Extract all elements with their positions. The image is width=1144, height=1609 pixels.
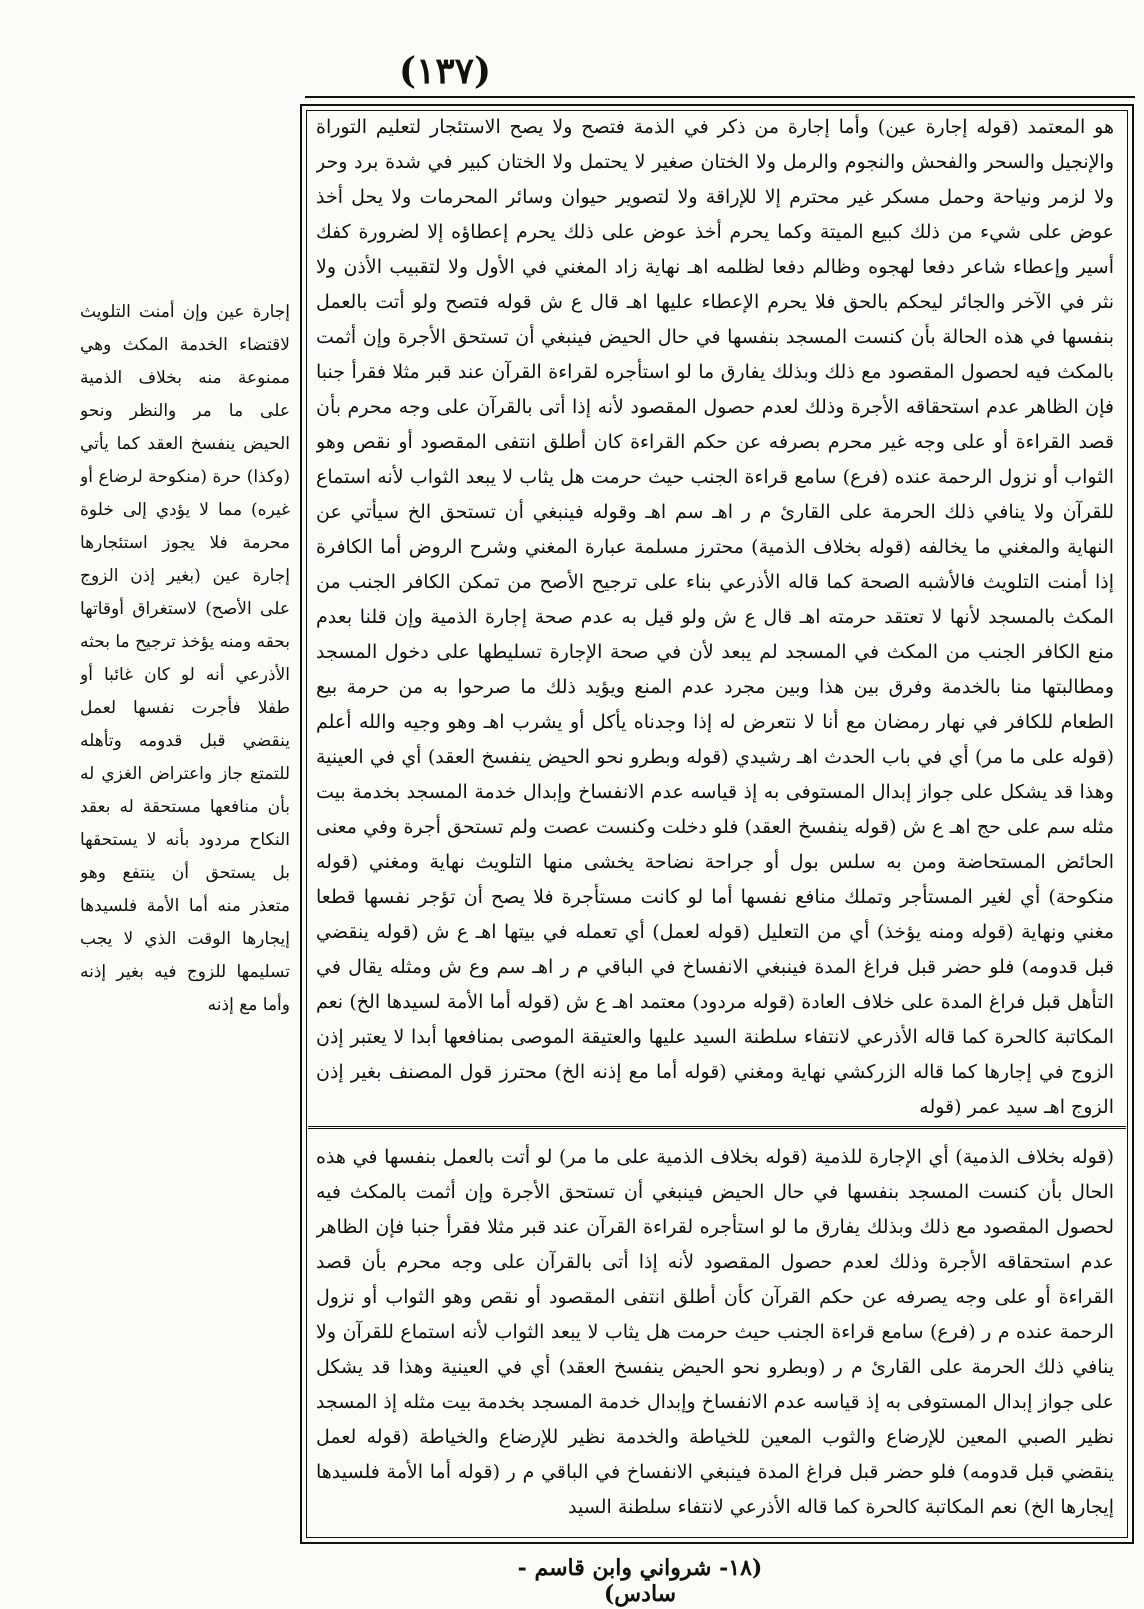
lower-commentary: (قوله بخلاف الذمية) أي الإجارة للذمية (قوله بخلاف الذمية على ما مر) لو أتت بالعمل بنفسها في هذه الحال بأن كنست المسجد بنفسها في حال الحيض فينبغي أن تستحق الأجرة وإن أثمت بالمكث فيه لحصول المقصود مع ذلك وبذلك يفارق ما لو استأجره لقراءة القرآن عند قبر مثلا فقرأ جنبا فإن الظاهر عدم استحقاقه الأجرة وذلك لعدم حصول المقصود لأنه إذا أتى بالقرآن على وجه محرم بأن قصد القراءة أو على وجه يصرفه عن حكم القرآن كأن أطلق انتفى المقصود أو نقص وهو الثواب أو نزول الرحمة عنده م ر (فرع) سامع قراءة الجنب حيث حرمت هل يثاب لا يبعد الثواب لأنه استماع للقرآن ولا ينافي ذلك الحرمة على القارئ م ر (وبطرو نحو الحيض ينفسخ العقد) أي في العينية وهذا قد يشكل على جواز إبدال المستوفى به إذ قياسه عدم الانفساخ وإبدال خدمة المسجد بخدمة بيت مثله إذ المسجد نظير الصبي المعين للإرضاع والثوب المعين للخياطة والخدمة نظير للإرضاع والخياطة (قوله لعمل ينقضي قبل قدومه) فلو حضر قبل فراغ المدة فينبغي الانفساخ في الباقي م ر (قوله أما الأمة فلسيدها إيجارها الخ) نعم المكاتبة كالحرة كما قاله الأذرعي لانتفاء سلطنة السيد — [316, 1146, 1114, 1518]
top-rule — [305, 96, 1135, 98]
main-commentary-paragraph-2: (قوله على ما مر) أي في باب الحدث اهـ رشيدي (قوله وبطرو نحو الحيض ينفسخ العقد) أي في العينية وهذا قد يشكل على جواز إبدال المستوفى به إذ قياسه عدم الانفساخ وإبدال خدمة المسجد بخدمة بيت مثله سم على حج اهـ ع ش (قوله ينفسخ العقد) فلو دخلت وكنست عصت ولم تستحق أجرة وفي معنى الحائض المستحاضة ومن به سلس بول أو جراحة نضاحة يخشى منها التلويث نهاية ومغني (قوله منكوحة) أي لغير المستأجر وتملك منافع نفسها أما لو كانت مستأجرة فلا يصح أن تؤجر نفسها قطعا مغني ونهاية (قوله ومنه يؤخذ) أي من التعليل (قوله لعمل) أي تعمله في بيتها اهـ ع ش (قوله ينقضي قبل قدومه) فلو حضر قبل فراغ المدة فينبغي الانفساخ في الباقي م ر اهـ سم وع ش ومثله يقال في التأهل قبل فراغ المدة على خلاف العادة (قوله مردود) معتمد اهـ ع ش (قوله أما الأمة لسيدها الخ) نعم المكاتبة كالحرة كما قاله الأذرعي لانتفاء سلطنة السيد عليها والعتيقة الموصى بمنافعها أبدا لا يعتبر إذن الزوج في إجارها كما قاله الزركشي نهاية ومغني (قوله أما مع إذنه الخ) محترز قول المصنف بغير إذن الزوج اهـ سيد عمر (قوله — [316, 746, 1114, 1118]
commentary-frame — [300, 104, 1134, 1544]
main-commentary — [316, 110, 1114, 1120]
margin-matn-text: إجارة عين وإن أمنت التلويث لاقتضاء الخدمة المكث وهي ممنوعة منه بخلاف الذمية على ما مر والنظر ونحو الحيض ينفسخ العقد كما يأتي (وكذا) حرة (منكوحة لرضاع أو غيره) مما لا يؤدي إلى خلوة محرمة فلا يجوز استئجارها إجارة عين (بغير إذن الزوج على الأصح) لاستغراق أوقاتها بحقه ومنه يؤخذ ترجيح ما بحثه الأذرعي أنه لو كان غائبا أو طفلا فأجرت نفسها لعمل ينقضي قبل قدومه وتأهله للتمتع جاز واعتراض الغزي له بأن منافعها مستحقة له بعقد النكاح مردود بأنه لا يستحقها بل يستحق أن ينتفع وهو متعذر منه أما الأمة فلسيدها إيجارها الوقت الذي لا يجب تسليمها للزوج فيه بغير إذنه وأما مع إذنه — [80, 302, 290, 1015]
section-divider — [308, 1126, 1126, 1129]
footer-signature: (١٨- شرواني وابن قاسم - سادس) — [517, 1555, 763, 1607]
main-commentary-paragraph-1: هو المعتمد (قوله إجارة عين) وأما إجارة من ذكر في الذمة فتصح ولا يصح الاستئجار لتعليم التوراة والإنجيل والسحر والفحش والنجوم والرمل ولا الختان صغير لا يحتمل ولا الختان كبير في شدة برد وحر ولا لزمر ونياحة وحمل مسكر غير محترم إلا للإراقة ولا لتصوير حيوان وسائر المحرمات ولا يحل أخذ عوض على شيء من ذلك كبيع الميتة وكما يحرم أخذ عوض على ذلك يحرم إعطاؤه إلا لضرورة كفك أسير وإعطاء شاعر دفعا لهجوه وظالم دفعا لظلمه اهـ نهاية زاد المغني في الأول ولا لتقبيب الأذن ولا نثر في الآخر والجائر ليحكم بالحق فلا يحرم الإعطاء عليها اهـ قال ع ش قوله فتصح ولو أتت بالعمل بنفسها في هذه الحالة بأن كنست المسجد بنفسها في حال الحيض فينبغي أن تستحق الأجرة وإن أثمت بالمكث فيه لحصول المقصود مع ذلك وبذلك يفارق ما لو استأجره لقراءة القرآن عند قبر مثلا فقرأ جنبا فإن الظاهر عدم استحقاقه الأجرة وذلك لعدم حصول المقصود لأنه إذا أتى بالقرآن على وجه محرم بأن قصد القراءة أو على وجه غير محرم بصرفه عن حكم القراءة كان أطلق انتفى المقصود أو نقص وهو الثواب أو نزول الرحمة عنده (فرع) سامع قراءة الجنب حيث حرمت هل يثاب لا يبعد الثواب لأنه استماع للقرآن ولا ينافي ذلك الحرمة على القارئ م ر اهـ سم اهـ وقوله فينبغي أن تستحق الخ سيأتي عن النهاية والمغني ما يخالفه (قوله بخلاف الذمية) محترز مسلمة عبارة المغني وشرح الروض أما الكافرة إذا أمنت التلويث فالأشبه الصحة كما قاله الأذرعي بناء على ترجيح الأصح من تمكن الكافر الجنب من المكث بالمسجد لأنها لا تعتقد حرمته اهـ قال ع ش ولو قيل به عدم صحة إجارة الذمية وإن قلنا بعدم منع الكافر الجنب من المكث في المسجد لم يبعد لأن في صحة الإجارة تسليطها على دخول المسجد ومطالبتها منا بالخدمة وفرق بين هذا وبين مجرد عدم المنع ويؤيد ذلك ما صرحوا به من حرمة بيع الطعام للكافر في نهار رمضان مع أنا لا نتعرض له إذا وجدناه يأكل أو يشرب اهـ وهو وجيه والله أعلم — [316, 116, 1114, 733]
page-number: (١٣٧) — [398, 50, 492, 92]
